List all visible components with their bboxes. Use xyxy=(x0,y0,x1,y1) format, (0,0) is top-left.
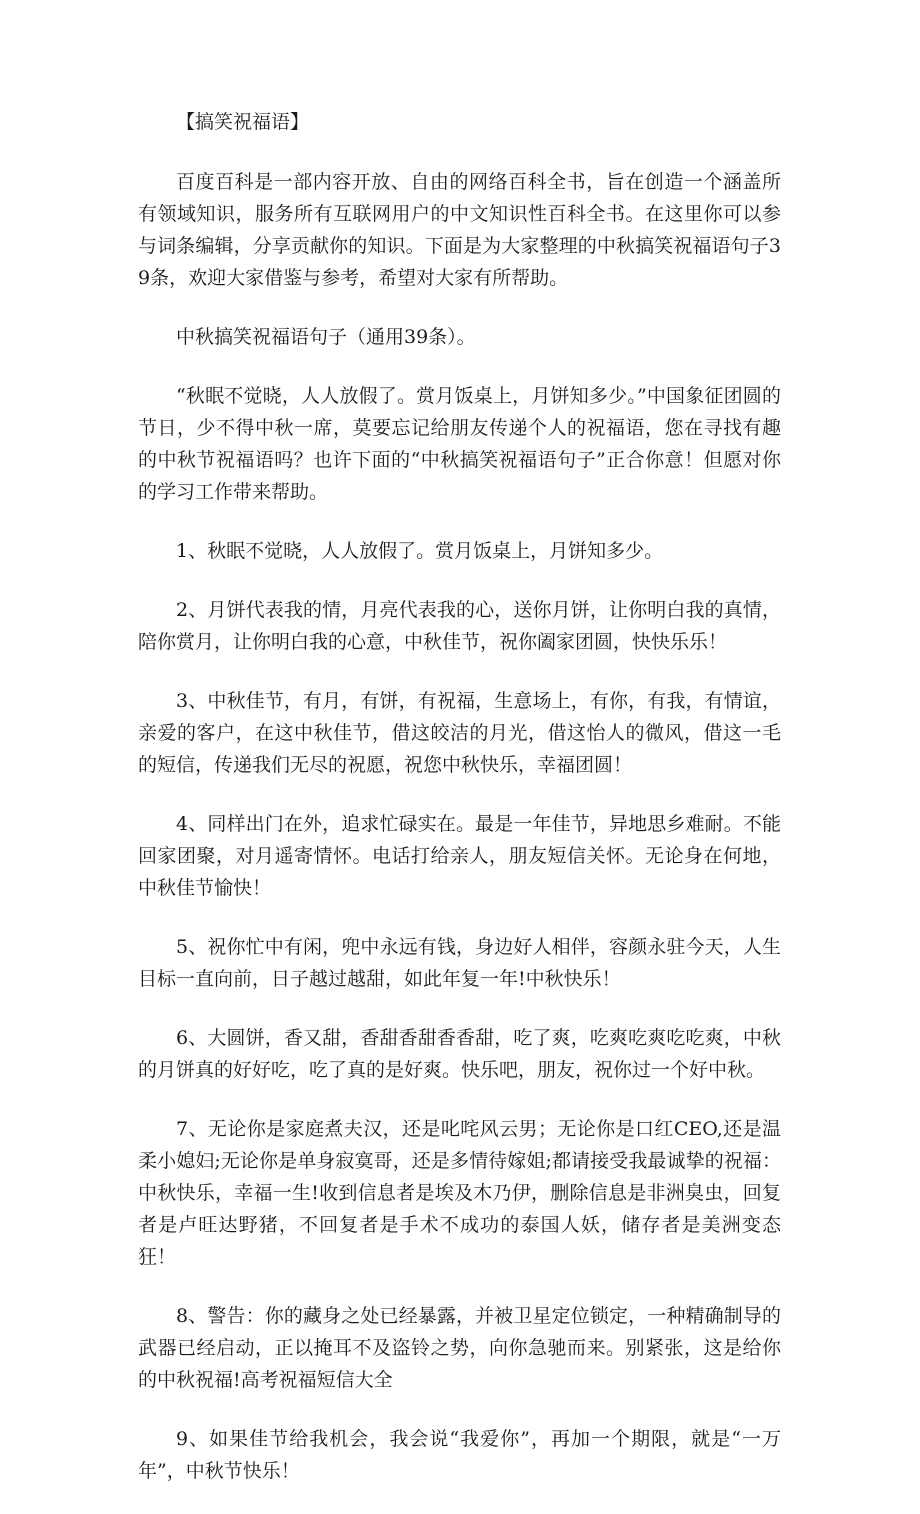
list-item: 2、月饼代表我的情，月亮代表我的心，送你月饼，让你明白我的真情，陪你赏月，让你明白我的心意，中秋佳节，祝你阖家团圆，快快乐乐！ xyxy=(138,599,781,653)
document-body xyxy=(138,106,781,1514)
list-item: 8、警告：你的藏身之处已经暴露，并被卫星定位锁定，一种精确制导的武器已经启动，正以掩耳不及盗铃之势，向你急驰而来。别紧张，这是给你的中秋祝福!高考祝福短信大全 xyxy=(138,1305,781,1391)
list-item: 1、秋眠不觉晓，人人放假了。赏月饭桌上，月饼知多少。 xyxy=(176,540,664,562)
list-item: 5、祝你忙中有闲，兜中永远有钱，身边好人相伴，容颜永驻今天，人生目标一直向前，日子越过越甜，如此年复一年!中秋快乐！ xyxy=(138,936,781,990)
preface-paragraph: “秋眠不觉晓，人人放假了。赏月饭桌上，月饼知多少。”中国象征团圆的节日，少不得中秋一席，莫要忘记给朋友传递个人的祝福语，您在寻找有趣的中秋节祝福语吗？也许下面的“中秋搞笑祝福语句子”正合你意！但愿对你的学习工作带来帮助。 xyxy=(138,385,781,503)
list-item: 6、大圆饼，香又甜，香甜香甜香香甜，吃了爽，吃爽吃爽吃吃爽，中秋的月饼真的好好吃，吃了真的是好爽。快乐吧，朋友，祝你过一个好中秋。 xyxy=(138,1027,781,1081)
list-item: 4、同样出门在外，追求忙碌实在。最是一年佳节，异地思乡难耐。不能回家团聚，对月遥寄情怀。电话打给亲人，朋友短信关怀。无论身在何地，中秋佳节愉快！ xyxy=(138,813,781,899)
list-item: 7、无论你是家庭煮夫汉，还是叱咤风云男；无论你是口红CEO,还是温柔小媳妇;无论你是单身寂寞哥，还是多情待嫁姐;都请接受我最诚挚的祝福：中秋快乐，幸福一生!收到信息者是埃及木乃伊，删除信息是非洲臭虫，回复者是卢旺达野猪，不回复者是手术不成功的泰国人妖，储存者是美洲变态狂！ xyxy=(138,1118,781,1268)
list-item: 3、中秋佳节，有月，有饼，有祝福，生意场上，有你，有我，有情谊，亲爱的客户，在这中秋佳节，借这皎洁的月光，借这怡人的微风，借这一毛的短信，传递我们无尽的祝愿，祝您中秋快乐，幸福团圆！ xyxy=(138,690,781,776)
intro-paragraph: 百度百科是一部内容开放、自由的网络百科全书，旨在创造一个涵盖所有领域知识，服务所有互联网用户的中文知识性百科全书。在这里你可以参与词条编辑，分享贡献你的知识。下面是为大家整理的中秋搞笑祝福语句子39条，欢迎大家借鉴与参考，希望对大家有所帮助。 xyxy=(138,171,781,289)
section-heading: 【搞笑祝福语】 xyxy=(176,111,310,133)
list-item: 9、如果佳节给我机会，我会说“我爱你”，再加一个期限，就是“一万年”，中秋节快乐！ xyxy=(138,1428,781,1482)
subtitle-paragraph: 中秋搞笑祝福语句子（通用39条）。 xyxy=(176,326,476,348)
